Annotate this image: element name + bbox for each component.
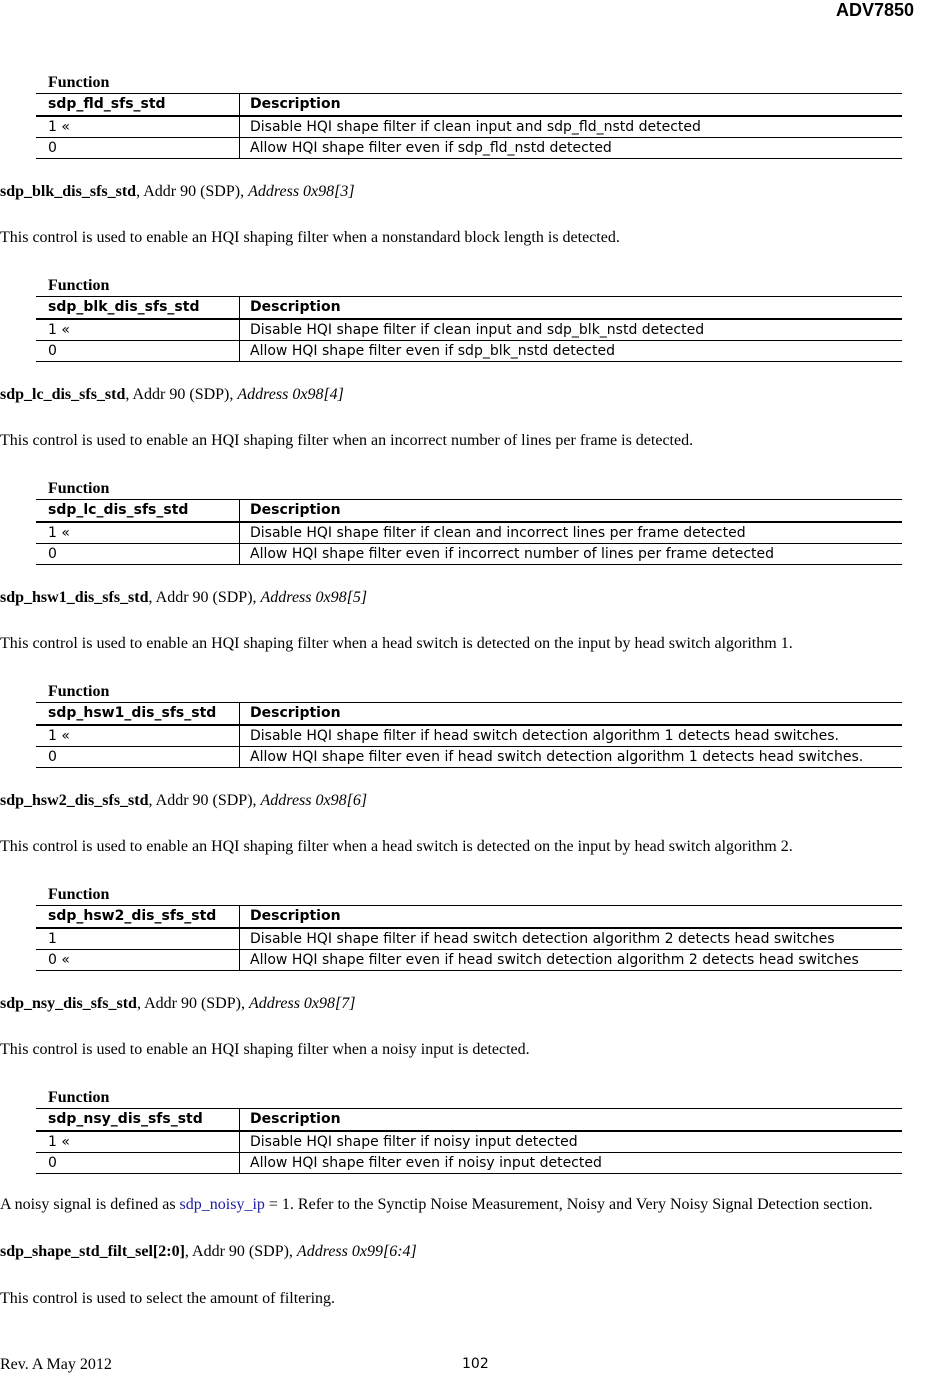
table-row [36,1153,902,1174]
setting-description: Disable HQI shape filter if clean and incorrect lines per frame detected [250,525,746,541]
control-name: sdp_hsw2_dis_sfs_std [0,792,149,809]
note-prefix: A noisy signal is defined as [0,1196,180,1213]
table-row [36,950,902,971]
setting-description: Allow HQI shape filter even if noisy input detected [250,1155,602,1171]
control-address: Address 0x98[3] [248,183,355,200]
table-row [36,320,902,341]
control-address: Address 0x98[6] [260,792,368,809]
control-address: Address 0x99[6:4] [296,1243,417,1260]
table-header-row [36,297,902,320]
table-header-row [36,94,902,117]
control-description-nsy: This control is used to enable an HQI shaping filter when a noisy input is detected. [0,1041,530,1058]
control-description-hsw2: This control is used to enable an HQI shaping filter when a head switch is detected on the input by head switch algorithm 2. [0,838,793,855]
noisy-signal-note [0,1196,873,1214]
column-header-setting: sdp_hsw1_dis_sfs_std [36,703,240,724]
footer-page-number: 102 [462,1356,489,1372]
table-row [36,726,902,747]
setting-value: 0 [36,544,240,564]
table-row [36,929,902,950]
control-address: Address 0x98[7] [248,995,356,1012]
setting-description: Disable HQI shape filter if clean input and sdp_fld_nstd detected [250,119,701,135]
setting-description: Allow HQI shape filter even if head switch detection algorithm 2 detects head switches [250,952,859,968]
column-header-setting: sdp_hsw2_dis_sfs_std [36,906,240,927]
function-table-hsw1 [36,682,902,768]
setting-description: Allow HQI shape filter even if head switch detection algorithm 1 detects head switches. [250,749,864,765]
setting-value: 1 « [36,117,240,137]
control-address: Address 0x98[4] [237,386,344,403]
function-table-fld [36,73,902,159]
control-description-shape-filt-sel: This control is used to select the amount of filtering. [0,1290,336,1307]
control-heading-hsw1 [0,589,367,607]
control-heading-lc [0,386,344,404]
control-addr: , Addr 90 (SDP), [148,792,261,809]
function-table-hsw2 [36,885,902,971]
table-header-row [36,500,902,523]
note-suffix: = 1. Refer to the Synctip Noise Measurement, Noisy and Very Noisy Signal Detection section. [264,1196,873,1213]
setting-description: Allow HQI shape filter even if sdp_fld_nstd detected [250,140,612,156]
table-row [36,341,902,362]
control-name: sdp_blk_dis_sfs_std [0,183,137,200]
setting-value: 0 [36,747,240,767]
table-function-label: Function [48,480,110,497]
control-heading-nsy [0,995,355,1013]
table-function-label: Function [48,683,110,700]
column-header-setting: sdp_lc_dis_sfs_std [36,500,240,521]
table-header-row [36,703,902,726]
setting-value: 1 « [36,320,240,340]
table-header-row [36,1109,902,1132]
setting-value: 1 « [36,1132,240,1152]
control-name: sdp_hsw1_dis_sfs_std [0,589,149,606]
table-function-label: Function [48,886,110,903]
setting-value: 0 « [36,950,240,970]
setting-value: 1 [36,929,240,949]
document-header-part-number: ADV7850 [835,0,914,20]
column-header-description: Description [250,705,341,721]
table-row [36,117,902,138]
setting-value: 0 [36,1153,240,1173]
setting-description: Disable HQI shape filter if noisy input detected [250,1134,578,1150]
column-header-description: Description [250,908,341,924]
setting-description: Allow HQI shape filter even if sdp_blk_nstd detected [250,343,615,359]
control-name: sdp_lc_dis_sfs_std [0,386,126,403]
control-heading-hsw2 [0,792,367,810]
column-header-description: Description [250,502,341,518]
function-table-lc [36,479,902,565]
setting-description: Disable HQI shape filter if clean input and sdp_blk_nstd detected [250,322,705,338]
setting-description: Allow HQI shape filter even if incorrect number of lines per frame detected [250,546,775,562]
function-table-blk [36,276,902,362]
control-name: sdp_nsy_dis_sfs_std [0,995,137,1012]
column-header-description: Description [250,96,341,112]
table-function-label: Function [48,74,110,91]
control-addr: , Addr 90 (SDP), [184,1243,297,1260]
control-heading-blk [0,183,355,201]
setting-value: 0 [36,341,240,361]
control-addr: , Addr 90 (SDP), [125,386,238,403]
control-addr: , Addr 90 (SDP), [136,995,249,1012]
control-addr: , Addr 90 (SDP), [136,183,249,200]
setting-value: 1 « [36,523,240,543]
control-addr: , Addr 90 (SDP), [148,589,261,606]
table-header-row [36,906,902,929]
table-row [36,1132,902,1153]
column-header-description: Description [250,299,341,315]
control-name: sdp_shape_std_filt_sel[2:0] [0,1243,185,1260]
control-heading-shape-filt-sel [0,1243,417,1261]
column-header-setting: sdp_fld_sfs_std [36,94,240,115]
column-header-setting: sdp_blk_dis_sfs_std [36,297,240,318]
control-description-lc: This control is used to enable an HQI shaping filter when an incorrect number of lines per frame is detected. [0,432,694,449]
setting-description: Disable HQI shape filter if head switch detection algorithm 2 detects head switches [250,931,835,947]
sdp-noisy-ip-link[interactable]: sdp_noisy_ip [179,1196,265,1213]
setting-value: 0 [36,138,240,158]
table-row [36,747,902,768]
setting-value: 1 « [36,726,240,746]
function-table-nsy [36,1088,902,1174]
table-function-label: Function [48,1089,110,1106]
control-description-blk: This control is used to enable an HQI shaping filter when a nonstandard block length is detected. [0,229,620,246]
setting-description: Disable HQI shape filter if head switch detection algorithm 1 detects head switches. [250,728,839,744]
control-description-hsw1: This control is used to enable an HQI shaping filter when a head switch is detected on the input by head switch algorithm 1. [0,635,793,652]
table-row [36,138,902,159]
table-row [36,544,902,565]
table-function-label: Function [48,277,110,294]
table-row [36,523,902,544]
column-header-description: Description [250,1111,341,1127]
footer-revision: Rev. A May 2012 [0,1356,112,1373]
column-header-setting: sdp_nsy_dis_sfs_std [36,1109,240,1130]
control-address: Address 0x98[5] [260,589,368,606]
